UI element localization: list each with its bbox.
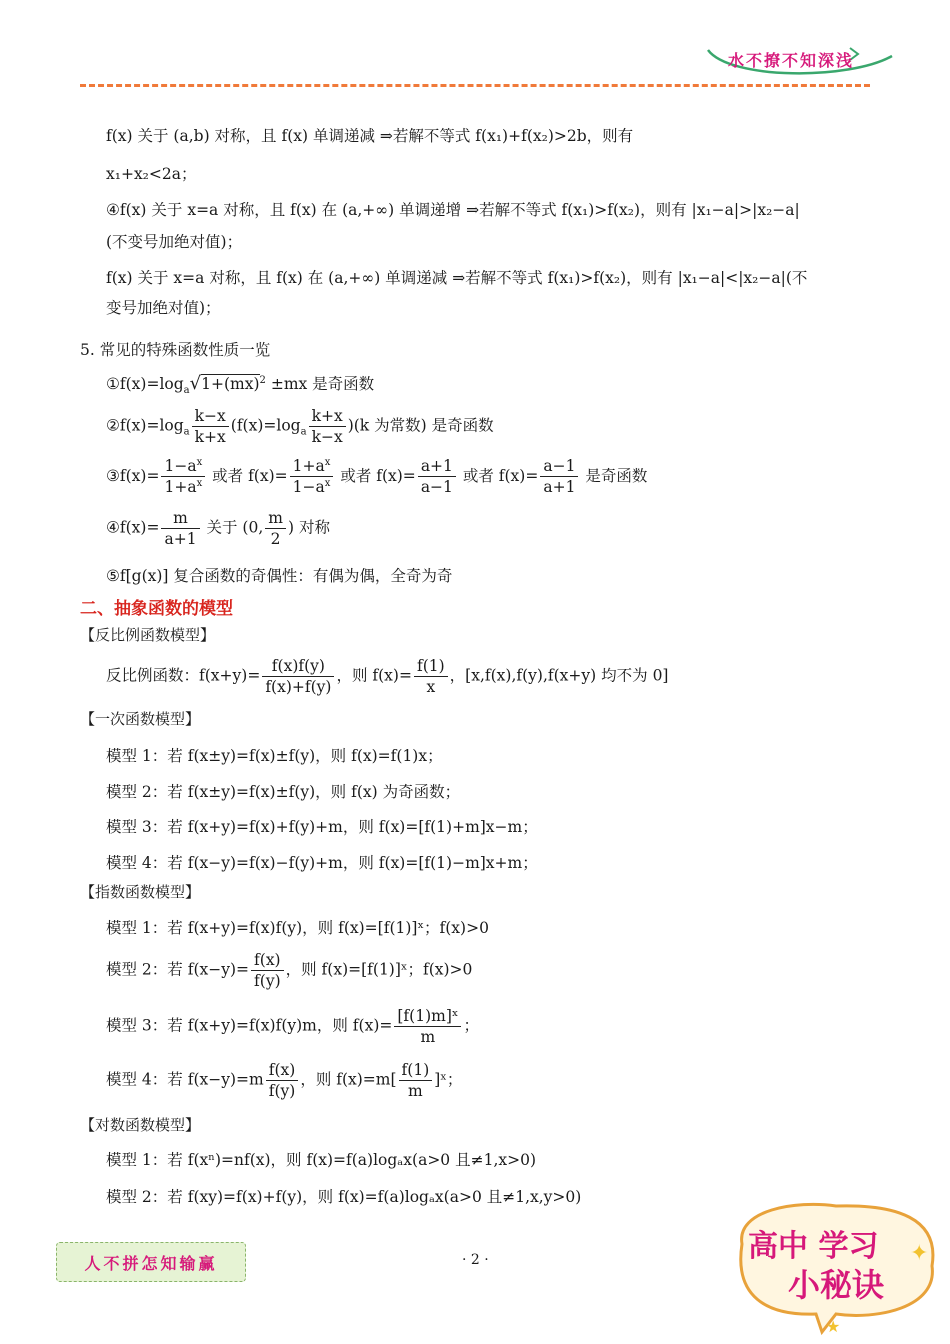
subsection-heading: 【一次函数模型】: [80, 710, 201, 728]
exp-model-2: 模型 2：若 f(x−y)= $\frac{f(x)}{f(y)}$ ，则 f(x)=[f(1)]ˣ；f(x)>0: [106, 951, 473, 991]
linear-model-3: 模型 3：若 f(x+y)=f(x)+f(y)+m，则 f(x)=[f(1)+m]x−m；: [106, 818, 538, 836]
exp-model-3: 模型 3：若 f(x+y)=f(x)f(y)m，则 f(x)= $\frac{\text{[f(1)m]ˣ}}{m}$ ；: [106, 1007, 479, 1047]
subsection-heading: 【指数函数模型】: [80, 883, 201, 901]
page-number: · 2 ·: [462, 1252, 489, 1268]
log-model-1: 模型 1：若 f(xⁿ)=nf(x)，则 f(x)=f(a)logₐx(a>0 且≠1,x>0): [106, 1151, 537, 1169]
formula-item-1: $①f(x)=\log_a√1+(mx)^2 \pm mx$ 是奇函数: [106, 373, 375, 397]
header-slogan: 水不撩不知深浅: [728, 51, 855, 70]
formula-item-2: $②f(x)=\log_a$ $\frac{k-x}{k+x}$ ($f(x)=\log_a$ $\frac{k+x}{k-x}$ )(k 为常数) 是奇函数: [106, 407, 494, 447]
linear-model-4: 模型 4：若 f(x−y)=f(x)−f(y)+m，则 f(x)=[f(1)−m]x+m；: [106, 854, 538, 872]
exp-model-4: 模型 4：若 f(x−y)=m $\frac{f(x)}{f(y)}$ ，则 f(x)=m[ $\frac{f(1)}{m}$ ]ˣ；: [106, 1061, 463, 1101]
text-line: x₁+x₂<2a；: [106, 165, 197, 183]
log-model-2: 模型 2：若 f(xy)=f(x)+f(y)，则 f(x)=f(a)logₐx(a>0 且≠1,x,y>0): [106, 1188, 582, 1206]
text-line: ④f(x) 关于 x=a 对称，且 f(x) 在 (a,+∞) 单调递增 ⇒若解不等式 f(x₁)>f(x₂)，则有 |x₁−a|>|x₂−a|: [106, 201, 800, 219]
sparkle-icon: ✦: [910, 1241, 929, 1266]
text-line: (不变号加绝对值)；: [106, 233, 243, 251]
formula-item-3: ③f(x)= $\frac{1-a^x}{1+a^x}$ 或者 f(x)= $\frac{1+a^x}{1-a^x}$ 或者 f(x)= $\frac{a+1}{a-1}$ 或者 f(x)= $\frac{a-1}{a+1}$ 是奇函数: [106, 457, 648, 497]
section-title: 5. 常见的特殊函数性质一览: [80, 341, 271, 359]
section-title-part2: 二、抽象函数的模型: [80, 599, 233, 619]
formula-item-5: ⑤f[g(x)] 复合函数的奇偶性：有偶为偶，全奇为奇: [106, 567, 453, 585]
subsection-heading: 【对数函数模型】: [80, 1116, 201, 1134]
linear-model-1: 模型 1：若 f(x±y)=f(x)±f(y)，则 f(x)=f(1)x；: [106, 747, 443, 765]
text-line: f(x) 关于 (a,b) 对称，且 f(x) 单调递减 ⇒若解不等式 f(x₁)+f(x₂)>2b，则有: [106, 127, 634, 145]
formula-item-4: ④f(x)= $\frac{m}{a+1}$ 关于 (0, $\frac{m}{2}$ ) 对称: [106, 509, 330, 549]
badge-line-1: 高中 学习: [748, 1229, 879, 1264]
text-line: f(x) 关于 x=a 对称，且 f(x) 在 (a,+∞) 单调递减 ⇒若解不等式 f(x₁)>f(x₂)，则有 |x₁−a|<|x₂−a|(不: [106, 269, 808, 287]
header-divider: [80, 84, 870, 87]
star-icon: ★: [826, 1317, 841, 1336]
footer-slogan: 人不拼怎知输赢: [56, 1242, 246, 1282]
exp-model-1: 模型 1：若 f(x+y)=f(x)f(y)，则 f(x)=[f(1)]ˣ；f(x)>0: [106, 919, 489, 937]
badge-line-2: 小秘诀: [788, 1266, 885, 1304]
study-tips-badge: [726, 1196, 946, 1336]
recip-model: 反比例函数：f(x+y)= $\frac{f(x)f(y)}{f(x)+f(y)}$ ，则 f(x)= $\frac{f(1)}{x}$ ，[x,f(x),f(y),f(x+y) 均不为 0]: [106, 657, 669, 697]
linear-model-2: 模型 2：若 f(x±y)=f(x)±f(y)，则 f(x) 为奇函数；: [106, 783, 461, 801]
text-line: 变号加绝对值)；: [106, 299, 221, 317]
subsection-heading: 【反比例函数模型】: [80, 626, 216, 644]
